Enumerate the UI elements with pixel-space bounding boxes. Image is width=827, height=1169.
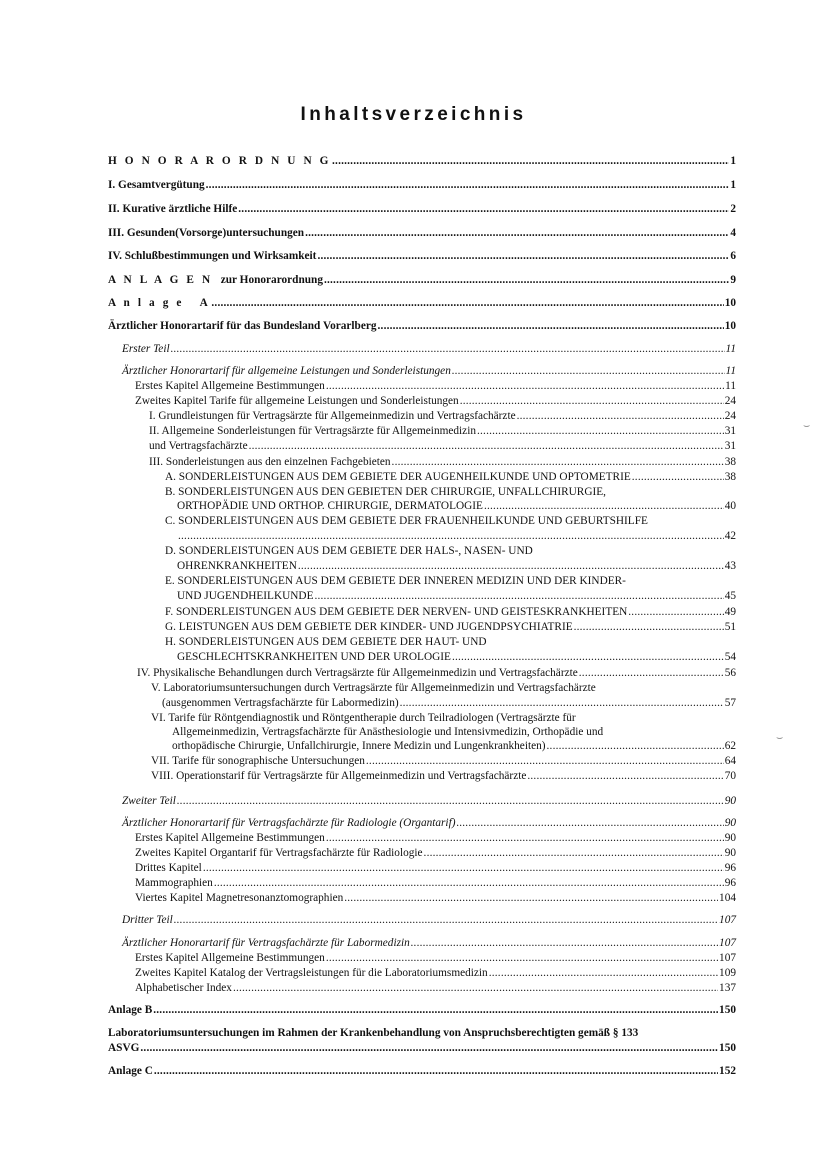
toc-page-number: 150 bbox=[719, 1004, 736, 1016]
toc-entry-line: C. SONDERLEISTUNGEN AUS DEM GEBIETE DER FRAUENHEILKUNDE UND GEBURTSHILFE bbox=[165, 515, 648, 527]
toc-entry-label: IV. Physikalische Behandlungen durch Vertragsärzte für Allgemeinmedizin und Vertragsfachärzte bbox=[137, 667, 578, 679]
toc-page-number: 54 bbox=[724, 651, 736, 663]
toc-page-number: 45 bbox=[724, 590, 736, 602]
toc-entry-label: Erstes Kapitel Allgemeine Bestimmungen bbox=[135, 952, 325, 964]
toc-entry-line: Allgemeinmedizin, Vertragsfachärzte für Anästhesiologie und Intensivmedizin, Orthopädie und bbox=[172, 726, 604, 738]
toc-entry[interactable] bbox=[165, 471, 736, 485]
toc-entry[interactable] bbox=[108, 155, 736, 169]
toc-page-number: 90 bbox=[724, 832, 736, 844]
toc-entry[interactable] bbox=[135, 862, 736, 876]
margin-mark: ⌣ bbox=[776, 732, 784, 744]
toc-entry[interactable] bbox=[135, 380, 736, 394]
toc-page-number: 96 bbox=[724, 877, 736, 889]
toc-entry-label-suffix: zur Honorarordnung bbox=[220, 274, 323, 286]
toc-page-number: 57 bbox=[724, 697, 736, 709]
toc-page-number: 104 bbox=[719, 892, 736, 904]
toc-page-number: 9 bbox=[730, 274, 736, 286]
toc-entry[interactable] bbox=[149, 425, 736, 439]
toc-entry-label: OHRENKRANKHEITEN bbox=[177, 560, 297, 572]
toc-entry-label: G. LEISTUNGEN AUS DEM GEBIETE DER KINDER- UND JUGENDPSYCHIATRIE bbox=[165, 621, 573, 633]
toc-entry-label: (ausgenommen Vertragsfachärzte für Labormedizin) bbox=[162, 697, 399, 709]
toc-entry[interactable] bbox=[108, 297, 736, 311]
toc-page-number: 90 bbox=[724, 847, 736, 859]
toc-entry-label: II. Allgemeine Sonderleistungen für Vertragsärzte für Allgemeinmedizin bbox=[149, 425, 476, 437]
toc-page-number: 150 bbox=[719, 1042, 736, 1054]
toc-entry-label: Drittes Kapitel bbox=[135, 862, 202, 874]
toc-entry[interactable] bbox=[108, 1065, 736, 1079]
toc-page-number: 42 bbox=[724, 530, 736, 542]
toc-entry[interactable] bbox=[135, 877, 736, 891]
toc-entry[interactable] bbox=[122, 365, 736, 379]
toc-entry[interactable] bbox=[135, 847, 736, 861]
toc-entry-label: Zweites Kapitel Organtarif für Vertragsfachärzte für Radiologie bbox=[135, 847, 423, 859]
toc-entry-label: F. SONDERLEISTUNGEN AUS DEM GEBIETE DER NERVEN- UND GEISTESKRANKHEITEN bbox=[165, 606, 628, 618]
toc-page-number: 24 bbox=[724, 410, 736, 422]
toc-entry-label: I. Grundleistungen für Vertragsärzte für Allgemeinmedizin und Vertragsfachärzte bbox=[149, 410, 516, 422]
toc-page-number: 10 bbox=[724, 297, 736, 309]
toc-entry[interactable] bbox=[122, 343, 736, 357]
toc-entry[interactable] bbox=[108, 203, 736, 217]
toc-entry[interactable] bbox=[135, 395, 736, 409]
toc-page-number: 11 bbox=[725, 343, 736, 355]
toc-page-number: 2 bbox=[730, 203, 736, 215]
toc-entry-label: VII. Tarife für sonographische Untersuchungen bbox=[151, 755, 365, 767]
toc-entry[interactable] bbox=[177, 590, 736, 604]
toc-entry-label: Alphabetischer Index bbox=[135, 982, 232, 994]
toc-page-number: 31 bbox=[724, 425, 736, 437]
toc-entry-label: ASVG bbox=[108, 1042, 140, 1054]
toc-page-number: 4 bbox=[730, 227, 736, 239]
toc-entry-label: A. SONDERLEISTUNGEN AUS DEM GEBIETE DER AUGENHEILKUNDE UND OPTOMETRIE bbox=[165, 471, 631, 483]
toc-entry-label: Zweites Kapitel Katalog der Vertragsleistungen für die Laboratoriumsmedizin bbox=[135, 967, 488, 979]
toc-entry-label: ORTHOPÄDIE UND ORTHOP. CHIRURGIE, DERMATOLOGIE bbox=[177, 500, 483, 512]
toc-entry-label: Erstes Kapitel Allgemeine Bestimmungen bbox=[135, 380, 325, 392]
toc-entry[interactable] bbox=[122, 914, 736, 928]
toc-entry[interactable] bbox=[177, 560, 736, 574]
toc-page-number: 62 bbox=[724, 740, 736, 752]
toc-entry-label: Anlage B bbox=[108, 1004, 153, 1016]
toc-entry[interactable] bbox=[108, 179, 736, 193]
toc-entry[interactable] bbox=[135, 982, 736, 996]
toc-page-number: 38 bbox=[724, 471, 736, 483]
toc-entry[interactable] bbox=[135, 892, 736, 906]
toc-entry[interactable] bbox=[108, 1042, 736, 1056]
toc-page-number: 107 bbox=[719, 952, 736, 964]
toc-entry-label: A N L A G E N bbox=[108, 274, 213, 286]
toc-entry-label: Ärztlicher Honorartarif für das Bundesland Vorarlberg bbox=[108, 320, 377, 332]
toc-entry[interactable] bbox=[149, 440, 736, 454]
toc-entry[interactable] bbox=[108, 274, 736, 288]
toc-page-number: 70 bbox=[724, 770, 736, 782]
toc-entry[interactable] bbox=[135, 832, 736, 846]
toc-entry[interactable] bbox=[108, 250, 736, 264]
toc-entry-line: Laboratoriumsuntersuchungen im Rahmen der Krankenbehandlung von Anspruchsberechtigten gemäß § 133 bbox=[108, 1027, 639, 1039]
toc-page-number: 43 bbox=[724, 560, 736, 572]
toc-entry[interactable] bbox=[172, 740, 736, 754]
toc-entry-label: III. Sonderleistungen aus den einzelnen Fachgebieten bbox=[149, 456, 391, 468]
toc-entry-line: H. SONDERLEISTUNGEN AUS DEM GEBIETE DER HAUT- UND bbox=[165, 636, 487, 648]
toc-entry-label: Zweiter Teil bbox=[122, 795, 176, 807]
toc-page-number: 51 bbox=[724, 621, 736, 633]
toc-entry-label: H O N O R A R O R D N U N G bbox=[108, 155, 332, 167]
toc-entry[interactable] bbox=[122, 795, 736, 809]
toc-entry[interactable] bbox=[165, 606, 736, 620]
toc-entry[interactable] bbox=[177, 651, 736, 665]
toc-entry[interactable] bbox=[151, 770, 736, 784]
toc-entry[interactable] bbox=[122, 937, 736, 951]
toc-page-number: 6 bbox=[730, 250, 736, 262]
toc-entry[interactable] bbox=[135, 967, 736, 981]
toc-page-number: 11 bbox=[725, 380, 736, 392]
toc-entry-label: VIII. Operationstarif für Vertragsärzte für Allgemeinmedizin und Vertragsfachärzte bbox=[151, 770, 527, 782]
toc-entry-line: E. SONDERLEISTUNGEN AUS DEM GEBIETE DER INNEREN MEDIZIN UND DER KINDER- bbox=[165, 575, 626, 587]
toc-entry-label: und Vertragsfachärzte bbox=[149, 440, 248, 452]
toc-entry-line: V. Laboratoriumsuntersuchungen durch Vertragsärzte für Allgemeinmedizin und Vertragsfachärzte bbox=[151, 682, 596, 694]
toc-entry[interactable] bbox=[151, 755, 736, 769]
toc-page-number: 1 bbox=[730, 155, 736, 167]
toc-entry-label: Erstes Kapitel Allgemeine Bestimmungen bbox=[135, 832, 325, 844]
toc-page-number: 56 bbox=[724, 667, 736, 679]
toc-entry[interactable] bbox=[165, 621, 736, 635]
toc-entry-label: III. Gesunden(Vorsorge)untersuchungen bbox=[108, 227, 305, 239]
toc-entry-label: UND JUGENDHEILKUNDE bbox=[177, 590, 314, 602]
toc-entry-label: Anlage C bbox=[108, 1065, 153, 1077]
toc-entry-label: Dritter Teil bbox=[122, 914, 173, 926]
toc-entry-label: Zweites Kapitel Tarife für allgemeine Leistungen und Sonderleistungen bbox=[135, 395, 459, 407]
toc-entry[interactable] bbox=[108, 227, 736, 241]
toc-entry[interactable] bbox=[162, 697, 736, 711]
toc-page-number: 1 bbox=[730, 179, 736, 191]
toc-page-number: 137 bbox=[719, 982, 736, 994]
toc-entry-label: Mammographien bbox=[135, 877, 213, 889]
toc-entry[interactable] bbox=[108, 320, 736, 334]
toc-entry[interactable] bbox=[177, 500, 736, 514]
toc-entry-label: orthopädische Chirurgie, Unfallchirurgie, Innere Medizin und Lungenkrankheiten) bbox=[172, 740, 546, 752]
toc-entry[interactable] bbox=[149, 410, 736, 424]
toc-page-number: 109 bbox=[719, 967, 736, 979]
toc-page-number: 152 bbox=[719, 1065, 736, 1077]
toc-entry[interactable] bbox=[135, 952, 736, 966]
toc-entry-label: Erster Teil bbox=[122, 343, 170, 355]
toc-page-number: 31 bbox=[724, 440, 736, 452]
toc-entry-line: VI. Tarife für Röntgendiagnostik und Röntgentherapie durch Teilradiologen (Vertragsärzte für bbox=[151, 712, 576, 724]
toc-page-number: 10 bbox=[724, 320, 736, 332]
toc-entry-label: Ärztlicher Honorartarif für allgemeine Leistungen und Sonderleistungen bbox=[122, 365, 451, 377]
toc-page-number: 24 bbox=[724, 395, 736, 407]
toc-entry[interactable] bbox=[108, 1004, 736, 1018]
toc-page-number: 40 bbox=[724, 500, 736, 512]
toc-entry-label: Viertes Kapitel Magnetresonanztomographien bbox=[135, 892, 344, 904]
toc-page-number: 96 bbox=[724, 862, 736, 874]
toc-page-number: 107 bbox=[719, 914, 736, 926]
toc-entry-label: II. Kurative ärztliche Hilfe bbox=[108, 203, 238, 215]
toc-page-number: 38 bbox=[724, 456, 736, 468]
toc-page-number: 49 bbox=[724, 606, 736, 618]
toc-entry-label: GESCHLECHTSKRANKHEITEN UND DER UROLOGIE bbox=[177, 651, 451, 663]
toc-entry[interactable] bbox=[149, 456, 736, 470]
toc-entry-label: A n l a g e A bbox=[108, 297, 211, 309]
toc-page-number: 107 bbox=[719, 937, 736, 949]
toc-page-number: 90 bbox=[724, 795, 736, 807]
toc-entry-label: Ärztlicher Honorartarif für Vertragsfachärzte für Labormedizin bbox=[122, 937, 410, 949]
toc-page-number: 64 bbox=[724, 755, 736, 767]
toc-entry-line: D. SONDERLEISTUNGEN AUS DEM GEBIETE DER HALS-, NASEN- UND bbox=[165, 545, 533, 557]
margin-mark: ⌣ bbox=[803, 420, 811, 432]
toc-page-number: 90 bbox=[724, 817, 736, 829]
toc-entry-label: Ärztlicher Honorartarif für Vertragsfachärzte für Radiologie (Organtarif) bbox=[122, 817, 456, 829]
toc-entry[interactable] bbox=[137, 667, 736, 681]
toc-entry-label: IV. Schlußbestimmungen und Wirksamkeit bbox=[108, 250, 317, 262]
toc-entry-label: I. Gesamtvergütung bbox=[108, 179, 205, 191]
toc-entry[interactable] bbox=[122, 817, 736, 831]
toc-entry[interactable] bbox=[177, 530, 736, 544]
toc-page-number: 11 bbox=[725, 365, 736, 377]
toc-entry-line: B. SONDERLEISTUNGEN AUS DEN GEBIETEN DER CHIRURGIE, UNFALLCHIRURGIE, bbox=[165, 486, 606, 498]
page-title: Inhaltsverzeichnis bbox=[300, 104, 527, 125]
